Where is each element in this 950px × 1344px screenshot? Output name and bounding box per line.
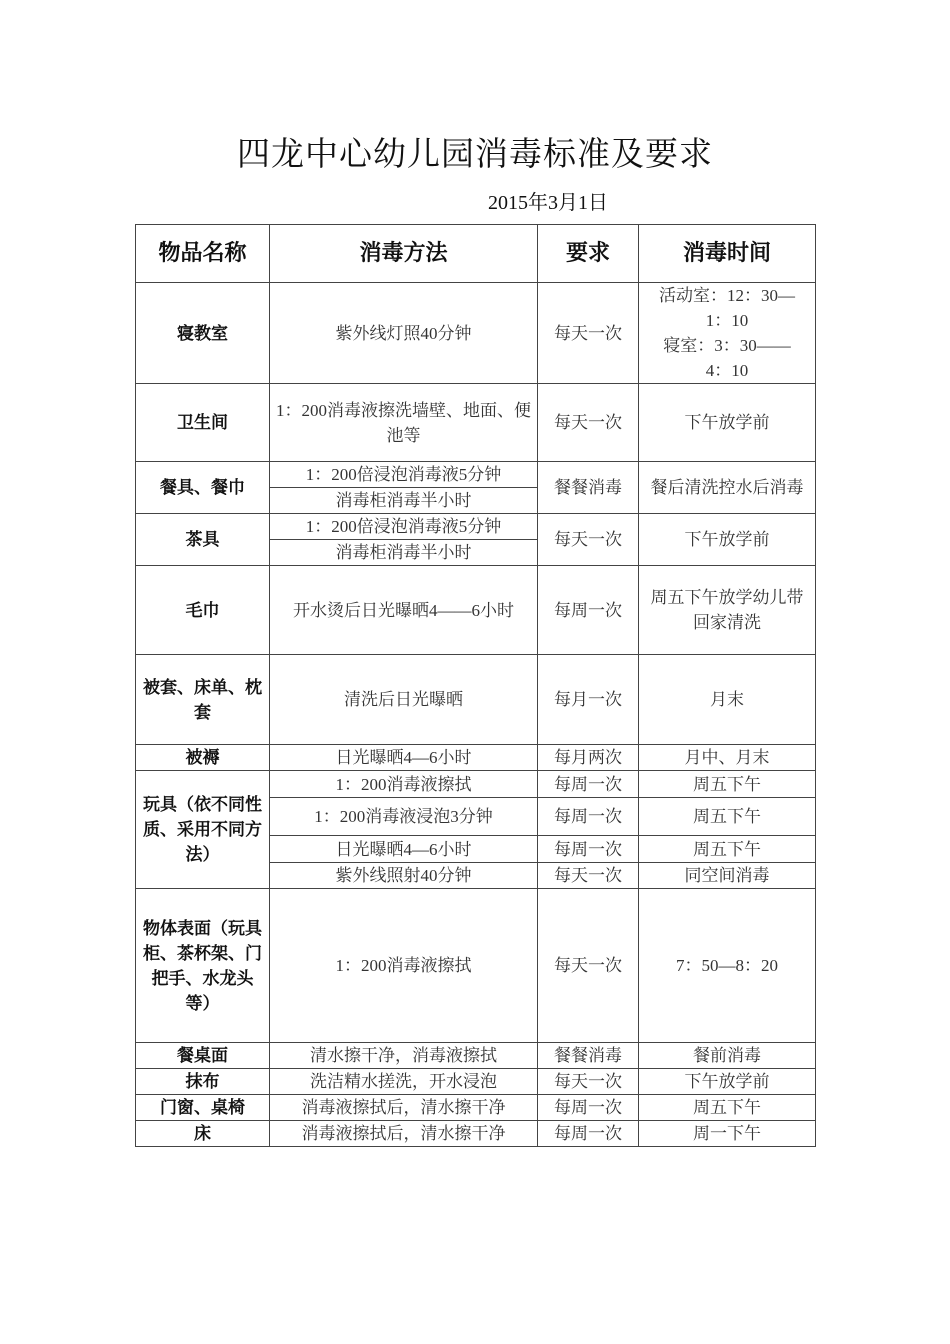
- table-row: [136, 514, 816, 540]
- table-row: [136, 745, 816, 771]
- time-cell: [639, 283, 816, 384]
- table-row: [136, 655, 816, 745]
- time-cell: 月末: [639, 655, 816, 745]
- requirement-cell: 餐餐消毒: [538, 1043, 639, 1069]
- header-requirement: 要求: [538, 225, 639, 283]
- method-cell: 紫外线灯照40分钟: [270, 283, 538, 384]
- method-cell: 日光曝晒4—6小时: [270, 836, 538, 863]
- requirement-cell: 每月两次: [538, 745, 639, 771]
- time-cell: 下午放学前: [639, 1069, 816, 1095]
- time-cell: 下午放学前: [639, 514, 816, 566]
- requirement-cell: 每周一次: [538, 1095, 639, 1121]
- table-row: [136, 1095, 816, 1121]
- method-cell: 开水烫后日光曝晒4——6小时: [270, 566, 538, 655]
- requirement-cell: 每天一次: [538, 283, 639, 384]
- requirement-cell: 每周一次: [538, 798, 639, 836]
- time-cell: 周五下午放学幼儿带回家清洗: [639, 566, 816, 655]
- time-cell: 周五下午: [639, 798, 816, 836]
- item-cell: 餐桌面: [136, 1043, 270, 1069]
- header-time: 消毒时间: [639, 225, 816, 283]
- method-cell: 1：200消毒液擦拭: [270, 771, 538, 798]
- requirement-cell: 每周一次: [538, 771, 639, 798]
- time-line: 活动室：12：30—: [659, 286, 795, 305]
- table-row: [136, 566, 816, 655]
- requirement-cell: 每天一次: [538, 889, 639, 1043]
- method-cell: 消毒液擦拭后，清水擦干净: [270, 1095, 538, 1121]
- table-row: [136, 1121, 816, 1147]
- method-cell: 紫外线照射40分钟: [270, 863, 538, 889]
- item-cell: 玩具（依不同性质、采用不同方法）: [136, 771, 270, 889]
- item-cell: 毛巾: [136, 566, 270, 655]
- method-cell: 洗洁精水搓洗，开水浸泡: [270, 1069, 538, 1095]
- item-cell: 被套、床单、枕套: [136, 655, 270, 745]
- method-cell: 消毒柜消毒半小时: [270, 488, 538, 514]
- table-row: [136, 1069, 816, 1095]
- method-cell: 1：200消毒液浸泡3分钟: [270, 798, 538, 836]
- header-item: 物品名称: [136, 225, 270, 283]
- time-cell: 周一下午: [639, 1121, 816, 1147]
- method-cell: 1：200消毒液擦拭: [270, 889, 538, 1043]
- item-cell: 物体表面（玩具柜、茶杯架、门把手、水龙头等）: [136, 889, 270, 1043]
- method-cell: 清水擦干净，消毒液擦拭: [270, 1043, 538, 1069]
- requirement-cell: 每天一次: [538, 514, 639, 566]
- time-cell: 周五下午: [639, 836, 816, 863]
- time-cell: 下午放学前: [639, 384, 816, 462]
- requirement-cell: 每周一次: [538, 566, 639, 655]
- requirement-cell: 餐餐消毒: [538, 462, 639, 514]
- table-row: [136, 771, 816, 798]
- time-cell: 7：50—8：20: [639, 889, 816, 1043]
- item-cell: 门窗、桌椅: [136, 1095, 270, 1121]
- method-cell: 消毒柜消毒半小时: [270, 540, 538, 566]
- item-cell: 餐具、餐巾: [136, 462, 270, 514]
- requirement-cell: 每天一次: [538, 863, 639, 889]
- item-cell: 被褥: [136, 745, 270, 771]
- item-cell: 茶具: [136, 514, 270, 566]
- time-cell: 餐后清洗控水后消毒: [639, 462, 816, 514]
- time-cell: 餐前消毒: [639, 1043, 816, 1069]
- disinfection-table: [135, 224, 816, 1147]
- method-cell: 1：200倍浸泡消毒液5分钟: [270, 462, 538, 488]
- requirement-cell: 每周一次: [538, 1121, 639, 1147]
- method-cell: 1：200消毒液擦洗墙壁、地面、便池等: [270, 384, 538, 462]
- method-cell: 清洗后日光曝晒: [270, 655, 538, 745]
- time-cell: 同空间消毒: [639, 863, 816, 889]
- requirement-cell: 每月一次: [538, 655, 639, 745]
- time-cell: 周五下午: [639, 771, 816, 798]
- header-row: [136, 225, 816, 283]
- item-cell: 床: [136, 1121, 270, 1147]
- time-cell: 月中、月末: [639, 745, 816, 771]
- method-cell: 日光曝晒4—6小时: [270, 745, 538, 771]
- table-row: [136, 283, 816, 384]
- time-line: 1：10: [705, 311, 749, 330]
- requirement-cell: 每天一次: [538, 384, 639, 462]
- item-cell: 抹布: [136, 1069, 270, 1095]
- table-row: [136, 462, 816, 488]
- requirement-cell: 每天一次: [538, 1069, 639, 1095]
- item-cell: 卫生间: [136, 384, 270, 462]
- header-method: 消毒方法: [270, 225, 538, 283]
- time-line: 寝室：3：30——: [663, 336, 791, 355]
- requirement-cell: 每周一次: [538, 836, 639, 863]
- table-row: [136, 1043, 816, 1069]
- time-cell: 周五下午: [639, 1095, 816, 1121]
- document-date: 2015年3月1日: [488, 192, 608, 214]
- table-row: [136, 384, 816, 462]
- time-line: 4：10: [705, 361, 749, 380]
- page-title: 四龙中心幼儿园消毒标准及要求: [237, 134, 713, 173]
- method-cell: 消毒液擦拭后，清水擦干净: [270, 1121, 538, 1147]
- method-cell: 1：200倍浸泡消毒液5分钟: [270, 514, 538, 540]
- table-row: [136, 889, 816, 1043]
- item-cell: 寝教室: [136, 283, 270, 384]
